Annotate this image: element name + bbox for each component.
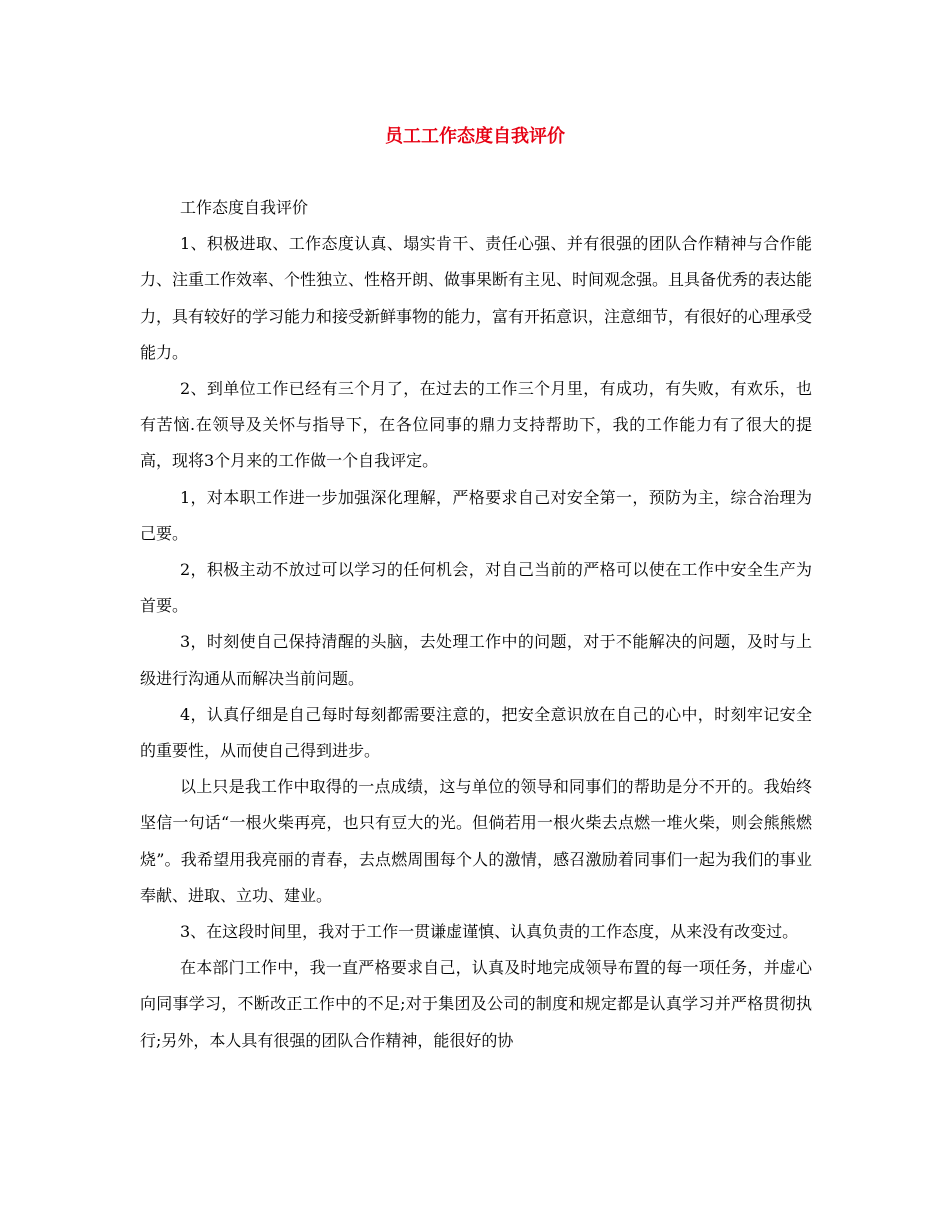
paragraph-point-2: 2、到单位工作已经有三个月了，在过去的工作三个月里，有成功，有失败，有欢乐，也有苦恼.在领导及关怀与指导下，在各位同事的鼎力支持帮助下，我的工作能力有了很大的提高，现将3个月来的工作做一个自我评定。 (140, 379, 812, 471)
paragraph-point-1: 1、积极进取、工作态度认真、塌实肯干、责任心强、并有很强的团队合作精神与合作能力、注重工作效率、个性独立、性格开朗、做事果断有主见、时间观念强。且具备优秀的表达能力，具有较好的学习能力和接受新鲜事物的能力，富有开拓意识，注意细节，有很好的心理承受能力。 (140, 234, 813, 362)
paragraph-subpoint-1: 1，对本职工作进一步加强深化理解，严格要求自己对安全第一，预防为主，综合治理为己要。 (140, 487, 812, 543)
paragraph-achievements: 以上只是我工作中取得的一点成绩，这与单位的领导和同事们的帮助是分不开的。我始终坚信一句话“一根火柴再亮，也只有豆大的光。但倘若用一根火柴去点燃一堆火柴，则会熊熊燃烧”。我希望用我亮丽的青春，去点燃周围每个人的激情，感召激励着同事们一起为我们的事业奉献、进取、立功、建业。 (140, 777, 812, 905)
document-title: 员工工作态度自我评价 (385, 126, 565, 147)
paragraph-subpoint-2: 2，积极主动不放过可以学习的任何机会，对自己当前的严格可以使在工作中安全生产为首要。 (140, 560, 812, 616)
document-body (140, 190, 812, 1059)
paragraph-point-3: 3、在这段时间里，我对于工作一贯谦虚谨慎、认真负责的工作态度，从来没有改变过。 (180, 922, 799, 942)
paragraph-subpoint-4: 4，认真仔细是自己每时每刻都需要注意的，把安全意识放在自己的心中，时刻牢记安全的重要性，从而使自己得到进步。 (140, 704, 812, 761)
paragraph-department-work: 在本部门工作中，我一直严格要求自己，认真及时地完成领导布置的每一项任务，并虚心向同事学习，不断改正工作中的不足;对于集团及公司的制度和规定都是认真学习并严格贯彻执行;另外，本人具有很强的团队合作精神，能很好的协 (140, 958, 812, 1050)
paragraph-subheading: 工作态度自我评价 (180, 198, 309, 217)
paragraph-subpoint-3: 3，时刻使自己保持清醒的头脑，去处理工作中的问题，对于不能解决的问题，及时与上级进行沟通从而解决当前问题。 (140, 632, 812, 688)
